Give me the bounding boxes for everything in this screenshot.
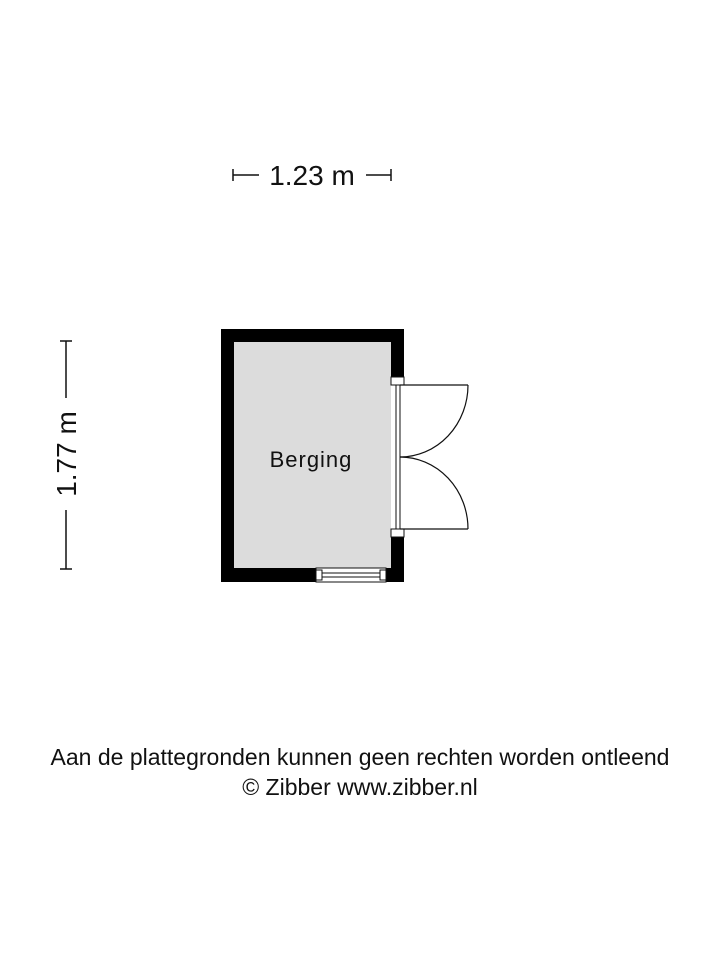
bottom-window	[316, 568, 386, 582]
height-dimension	[51, 341, 82, 569]
wall-right-bottom	[391, 537, 404, 582]
width-dimension	[233, 160, 391, 191]
door-swing-lower	[400, 457, 468, 529]
copyright-text: © Zibber www.zibber.nl	[242, 774, 478, 800]
wall-right-top	[391, 329, 404, 377]
door-swing-upper	[400, 385, 468, 457]
room-label: Berging	[269, 447, 353, 472]
double-door	[391, 377, 468, 537]
wall-top	[221, 329, 404, 342]
height-dimension-label: 1.77 m	[51, 411, 82, 497]
wall-left	[221, 329, 234, 582]
width-dimension-label: 1.23 m	[269, 160, 355, 191]
disclaimer-text: Aan de plattegronden kunnen geen rechten worden ontleend	[50, 744, 670, 770]
room-berging	[221, 329, 468, 582]
wall-bottom-left	[221, 568, 316, 582]
